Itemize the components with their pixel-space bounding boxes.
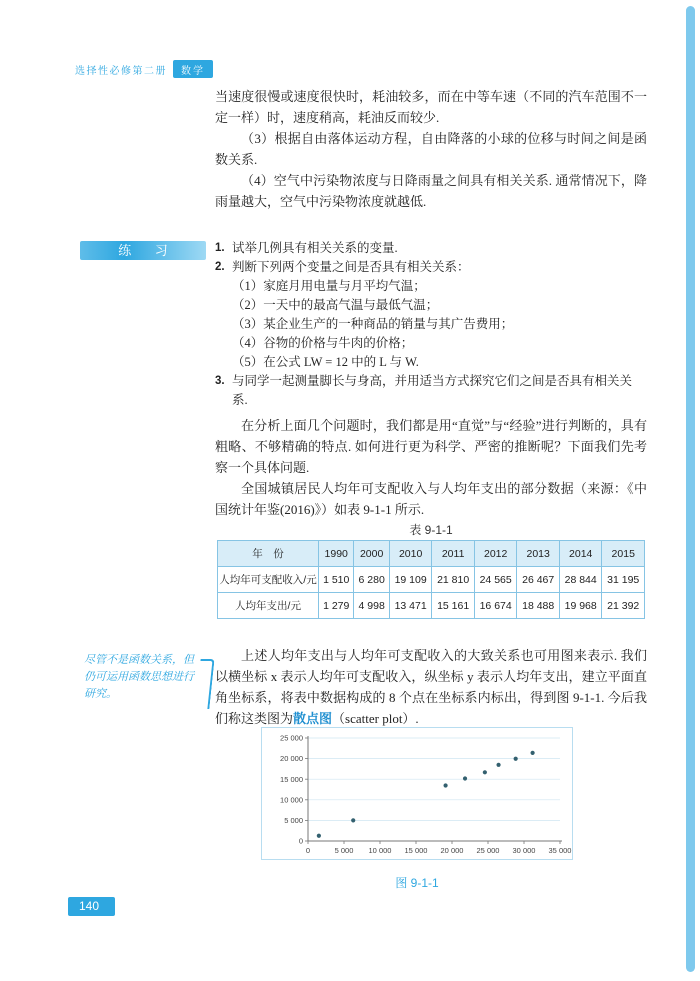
table-cell: 21 392	[602, 593, 645, 619]
table-cell: 26 467	[517, 567, 560, 593]
table-header-cell: 2012	[474, 541, 517, 567]
exercise-item	[215, 239, 647, 258]
y-tick-label: 10 000	[280, 795, 303, 805]
table-header-cell: 年 份	[218, 541, 319, 567]
page-number: 140	[68, 897, 115, 916]
table-cell: 1 279	[319, 593, 354, 619]
exercise-subitem: （2）一天中的最高气温与最低气温；	[232, 298, 439, 312]
table-cell: 6 280	[354, 567, 389, 593]
y-tick-label: 5 000	[284, 816, 303, 825]
y-tick-label: 0	[298, 836, 303, 846]
intro-paragraphs	[215, 86, 647, 212]
table-header-cell: 1990	[319, 541, 354, 567]
exercise-subitem: （5）在公式 LW = 12 中的 L 与 W.	[232, 355, 419, 369]
exercise-item	[215, 258, 647, 277]
table-header-row	[218, 541, 645, 567]
exercise-list	[215, 239, 647, 410]
x-tick-label: 0	[305, 846, 311, 855]
scatter-paragraph-block	[215, 645, 647, 729]
y-tick-label: 25 000	[280, 733, 303, 743]
exercise-item-text: 与同学一起测量脚长与身高，并用适当方式探究它们之间是否具有相关关系.	[232, 374, 633, 407]
x-tick-label: 5 000	[334, 846, 354, 855]
figure-caption: 图 9-1-1	[395, 876, 439, 890]
exercise-subitem: （4）谷物的价格与牛肉的价格；	[232, 336, 414, 350]
exercise-item	[215, 372, 647, 410]
paragraph: （3）根据自由落体运动方程，自由降落的小球的位移与时间之间是函数关系.	[215, 131, 647, 167]
table-row-label: 人均年可支配收入/元	[218, 567, 319, 593]
x-tick-label: 10 000	[368, 846, 392, 855]
exercise-subitem: （3）某企业生产的一种商品的销量与其广告费用；	[232, 317, 514, 331]
data-point	[351, 818, 355, 822]
table-row-label: 人均年支出/元	[218, 593, 319, 619]
table-cell: 1 510	[319, 567, 354, 593]
x-tick-label: 25 000	[476, 846, 500, 855]
x-tick-label: 30 000	[512, 846, 536, 855]
page-header	[75, 60, 213, 78]
body-paragraphs	[215, 415, 647, 520]
y-tick-label: 15 000	[280, 774, 303, 784]
data-point	[496, 763, 500, 767]
exercise-item-number: 3.	[215, 375, 225, 387]
table-header-cell: 2011	[432, 541, 475, 567]
table-header-cell: 2000	[354, 541, 389, 567]
page-edge-bar	[686, 6, 695, 972]
paragraph: 全国城镇居民人均年可支配收入与人均年支出的部分数据（来源：《中国统计年鉴(2016)》）如表 9-1-1 所示.	[215, 481, 647, 517]
table-cell: 28 844	[559, 567, 602, 593]
x-tick-label: 15 000	[404, 846, 428, 855]
table-header-cell: 2013	[517, 541, 560, 567]
table-row	[218, 567, 645, 593]
series-title: 选择性必修第二册	[75, 65, 167, 77]
scatter-chart-box	[261, 727, 573, 860]
table-cell: 24 565	[474, 567, 517, 593]
exercise-item-text: 判断下列两个变量之间是否具有相关关系：	[232, 260, 470, 274]
data-point	[443, 783, 447, 787]
table-cell: 31 195	[602, 567, 645, 593]
scatter-chart	[262, 728, 572, 859]
scatter-figure	[261, 727, 573, 860]
table-header-cell: 2015	[602, 541, 645, 567]
subject-badge: 数学	[173, 60, 213, 78]
table-cell: 18 488	[517, 593, 560, 619]
data-point	[317, 834, 321, 838]
table-cell: 15 161	[432, 593, 475, 619]
paragraph: 当速度很慢或速度很快时，耗油较多，而在中等车速（不同的汽车范围不一定一样）时，速度稍高，耗油反而较少.	[215, 89, 647, 125]
data-point	[483, 770, 487, 774]
table-cell: 4 998	[354, 593, 389, 619]
paragraph-text: （scatter plot）.	[332, 711, 419, 726]
exercise-item-text: 试举几例具有相关关系的变量.	[232, 241, 398, 255]
table-row	[218, 593, 645, 619]
table-cell: 19 109	[389, 567, 432, 593]
scatter-plot-term: 散点图	[293, 711, 333, 726]
table-cell: 21 810	[432, 567, 475, 593]
exercise-banner: 练 习	[80, 241, 206, 260]
margin-note: 尽管不是函数关系，但仍可运用函数思想进行研究。	[84, 654, 194, 700]
table-title: 表 9-1-1	[409, 523, 453, 537]
table-header-cell: 2014	[559, 541, 602, 567]
exercise-item-number: 2.	[215, 261, 225, 273]
data-point	[514, 757, 518, 761]
data-point	[463, 776, 467, 780]
y-tick-label: 20 000	[280, 754, 303, 764]
margin-note-bracket	[195, 659, 214, 709]
table-header-cell: 2010	[389, 541, 432, 567]
table-cell: 16 674	[474, 593, 517, 619]
income-expenditure-table	[217, 540, 645, 619]
table-cell: 13 471	[389, 593, 432, 619]
table-cell: 19 968	[559, 593, 602, 619]
paragraph: 在分析上面几个问题时，我们都是用“直觉”与“经验”进行判断的，具有粗略、不够精确的特点. 如何进行更为科学、严密的推断呢？下面我们先考察一个具体问题.	[215, 418, 647, 475]
exercise-subitem: （1）家庭月用电量与月平均气温；	[232, 279, 426, 293]
paragraph: （4）空气中污染物浓度与日降雨量之间具有相关关系. 通常情况下，降雨量越大，空气中污染物浓度就越低.	[215, 173, 647, 209]
x-tick-label: 20 000	[440, 846, 464, 855]
exercise-item-number: 1.	[215, 242, 225, 254]
x-tick-label: 35 000	[548, 846, 572, 855]
paragraph-text: 上述人均年支出与人均年可支配收入的大致关系也可用图来表示. 我们以横坐标 x 表示人均年可支配收入，纵坐标 y 表示人均年支出，建立平面直角坐标系，将表中数据构成的 8 个点在坐标系内标出，得到图 9-1-1. 今后我们称这类图为	[215, 648, 647, 726]
data-point	[531, 751, 535, 755]
paragraph	[215, 645, 647, 729]
